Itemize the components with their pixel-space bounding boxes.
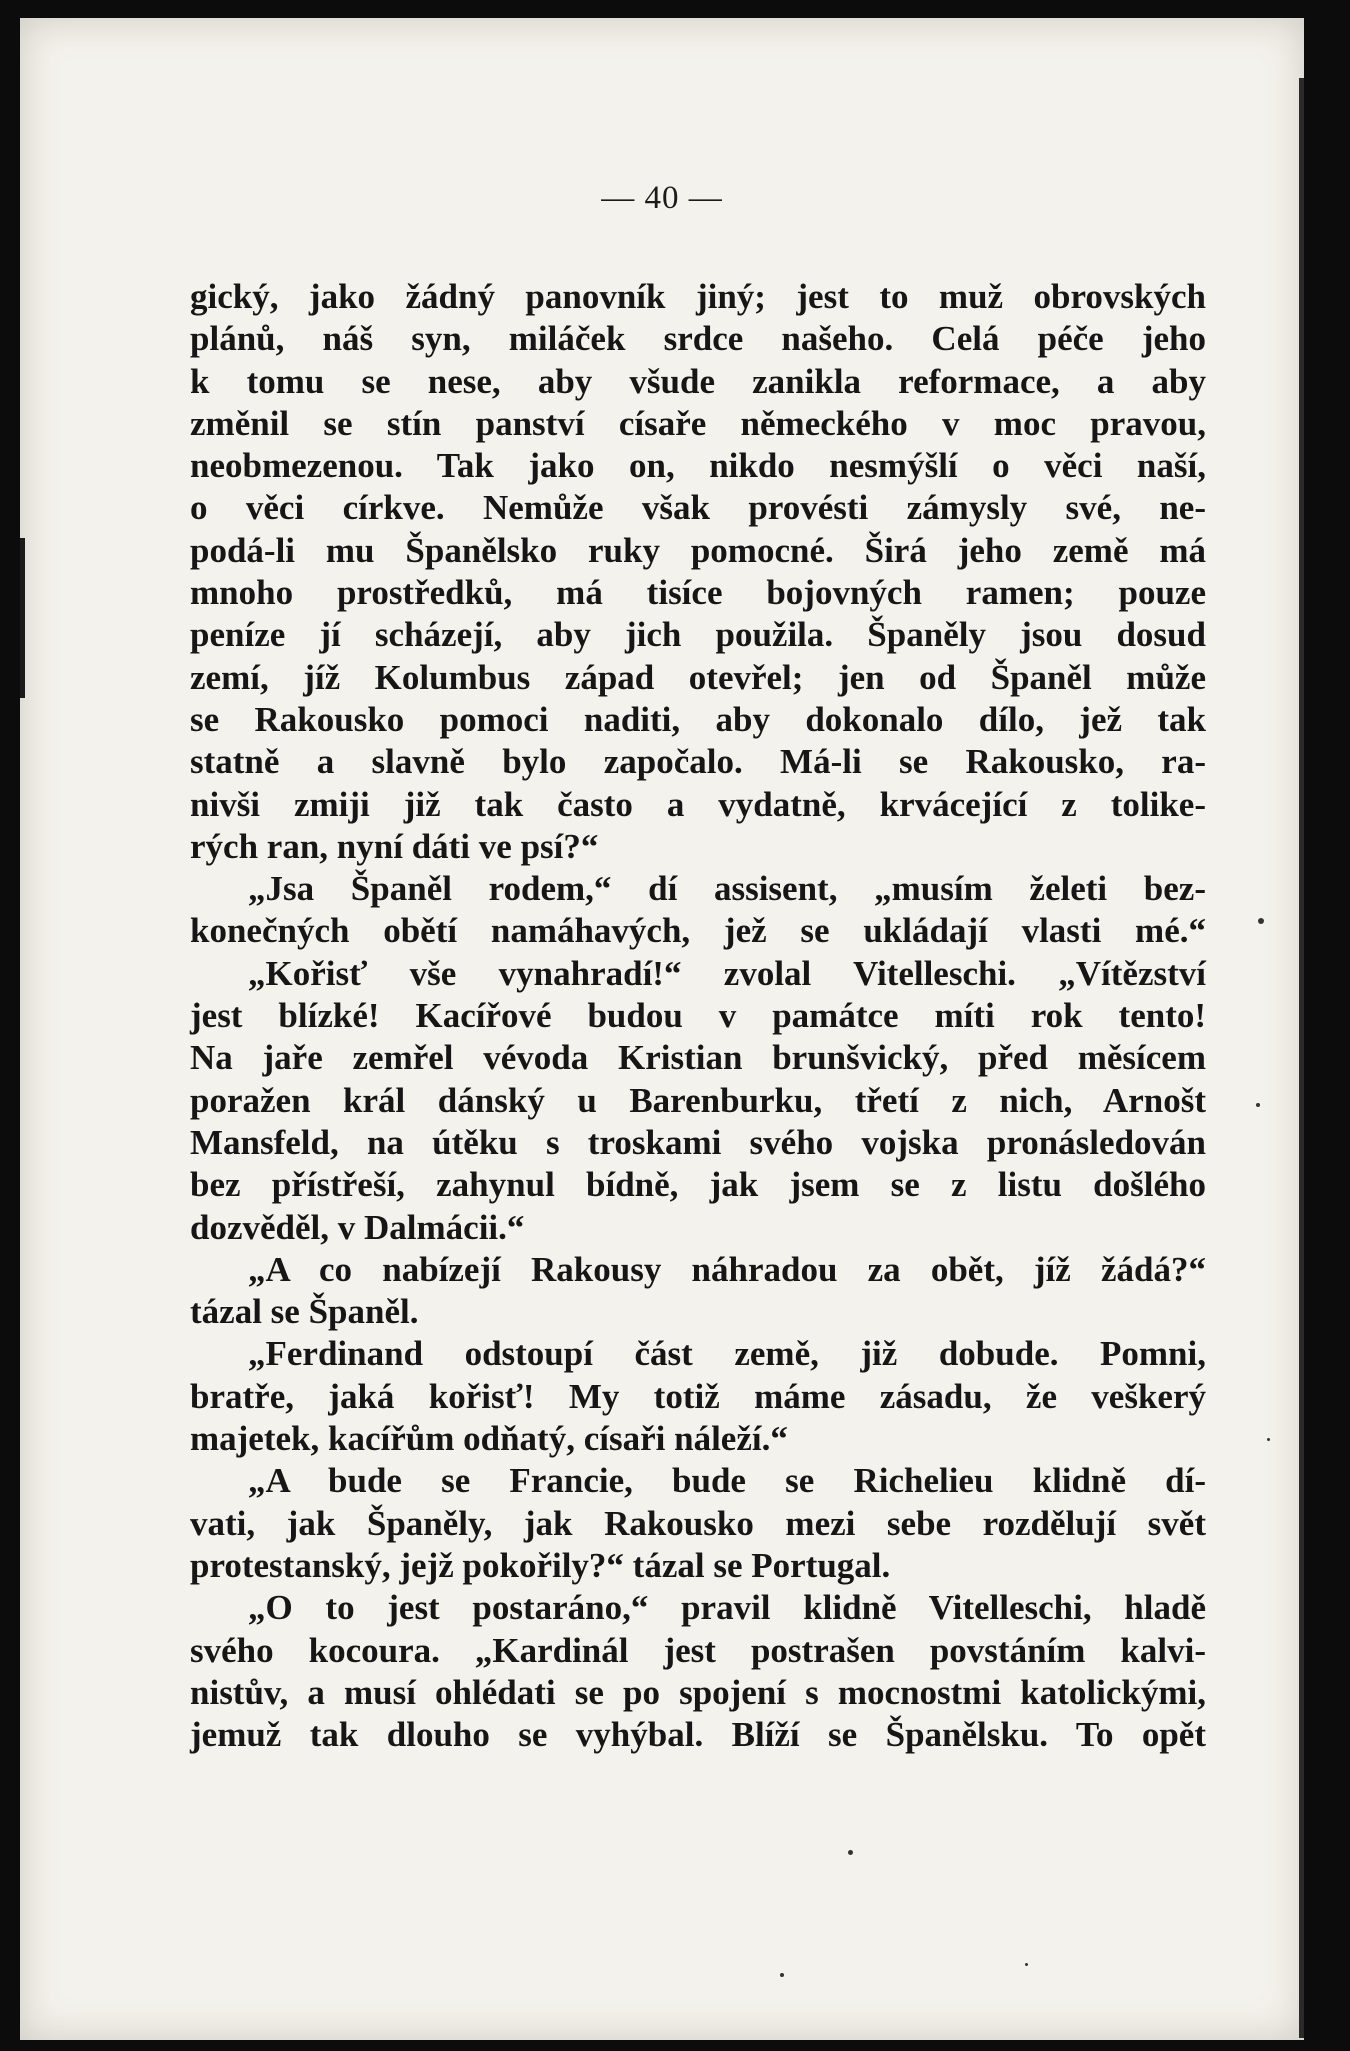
text-line: změnil se stín panství císaře německého v moc pravou, <box>190 403 1206 443</box>
page-edge-mark <box>1299 78 1304 2038</box>
text-line: „A co nabízejí Rakousy náhradou za obět, jíž žádá?“ <box>248 1249 1206 1289</box>
text-line: Mansfeld, na útěku s troskami svého vojska pronásledován <box>190 1122 1206 1162</box>
text-line: podá-li mu Španělsko ruky pomocné. Širá jeho země má <box>190 530 1206 570</box>
dust-speck <box>1267 1438 1270 1441</box>
text-line: protestanský, jejž pokořily?“ tázal se Portugal. <box>190 1545 891 1585</box>
text-line: plánů, náš syn, miláček srdce našeho. Celá péče jeho <box>190 319 1206 359</box>
text-line: zemí, jíž Kolumbus západ otevřel; jen od Španěl může <box>190 657 1206 697</box>
text-line: k tomu se nese, aby všude zanikla reformace, a aby <box>190 361 1206 401</box>
text-line: mnoho prostředků, má tisíce bojovných ramen; pouze <box>190 573 1206 613</box>
dust-speck <box>1025 1963 1028 1966</box>
text-line: jest blízké! Kacířové budou v památce míti rok tento! <box>190 996 1206 1036</box>
page-edge-mark <box>20 538 25 698</box>
text-line: o věci církve. Nemůže však provésti zámysly své, ne- <box>190 488 1206 528</box>
text-line: se Rakousko pomoci naditi, aby dokonalo dílo, jež tak <box>190 699 1206 739</box>
text-line: nistův, a musí ohlédati se po spojení s mocnostmi katolickými, <box>190 1672 1206 1712</box>
body-text <box>190 276 1206 1756</box>
text-line: bez přístřeší, zahynul bídně, jak jsem se z listu došlého <box>190 1165 1206 1205</box>
text-line: „O to jest postaráno,“ pravil klidně Vitelleschi, hladě <box>248 1588 1206 1628</box>
text-line: jemuž tak dlouho se vyhýbal. Blíží se Španělsku. To opět <box>190 1715 1206 1755</box>
text-line: nivši zmiji již tak často a vydatně, krvácející z tolike- <box>190 784 1206 824</box>
text-line: vati, jak Španěly, jak Rakousko mezi sebe rozdělují svět <box>190 1503 1206 1543</box>
text-line: statně a slavně bylo započalo. Má-li se Rakousko, ra- <box>190 742 1206 782</box>
text-line: „A bude se Francie, bude se Richelieu klidně dí- <box>248 1461 1206 1501</box>
text-line: „Ferdinand odstoupí část země, již dobude. Pomni, <box>248 1334 1206 1374</box>
text-line: gický, jako žádný panovník jiný; jest to muž obrovských <box>190 277 1206 316</box>
text-line: rých ran, nyní dáti ve psí?“ <box>190 826 599 866</box>
text-line: neobmezenou. Tak jako on, nikdo nesmýšlí o věci naší, <box>190 446 1206 486</box>
text-line: „Jsa Španěl rodem,“ dí assisent, „musím želeti bez- <box>248 869 1206 909</box>
text-line: „Kořisť vše vynahradí!“ zvolal Vitelleschi. „Vítězství <box>248 953 1206 993</box>
page-number: — 40 — <box>601 180 723 216</box>
text-line: poražen král dánský u Barenburku, třetí z nich, Arnošt <box>190 1080 1206 1120</box>
text-line: Na jaře zemřel vévoda Kristian brunšvický, před měsícem <box>190 1038 1206 1078</box>
dust-speck <box>1256 1103 1260 1107</box>
dust-speck <box>780 1973 784 1977</box>
text-line: tázal se Španěl. <box>190 1292 419 1332</box>
text-line: svého kocoura. „Kardinál jest postrašen povstáním kalvi- <box>190 1630 1206 1670</box>
dust-speck <box>848 1850 853 1855</box>
text-line: dozvěděl, v Dalmácii.“ <box>190 1207 525 1247</box>
book-page <box>20 18 1304 2040</box>
text-line: bratře, jaká kořisť! My totiž máme zásadu, že veškerý <box>190 1376 1206 1416</box>
text-line: majetek, kacířům odňatý, císaři náleží.“ <box>190 1419 788 1459</box>
text-line: peníze jí scházejí, aby jich použila. Španěly jsou dosud <box>190 615 1206 655</box>
dust-speck <box>1258 918 1264 924</box>
text-line: konečných obětí namáhavých, jež se ukládají vlasti mé.“ <box>190 911 1206 951</box>
